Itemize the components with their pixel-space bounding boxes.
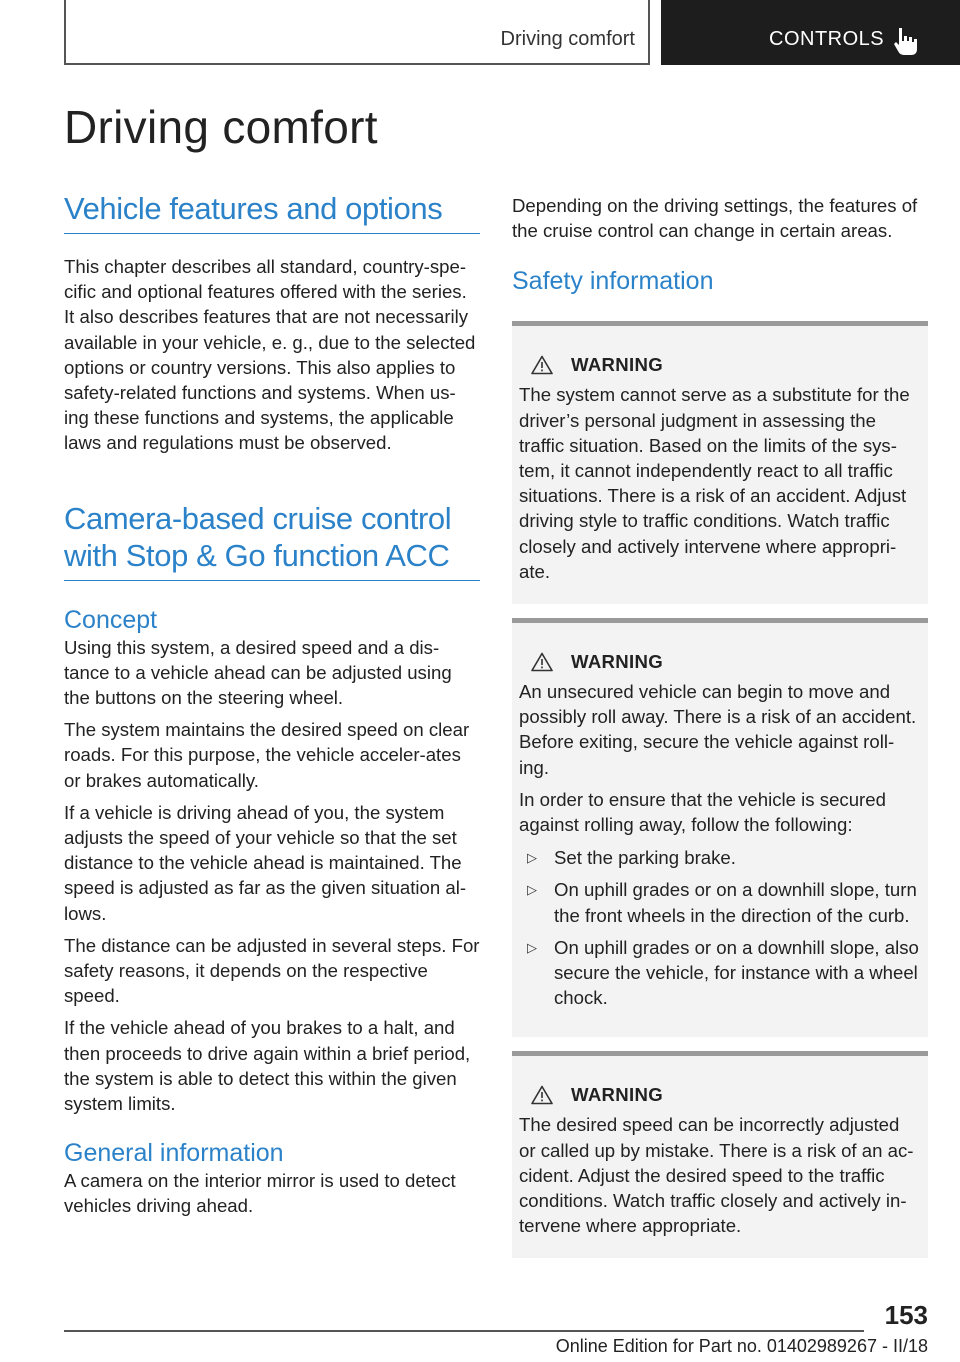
list-item-text: On uphill grades or on a downhill slope, turn the front wheels in the direction of the curb. bbox=[554, 879, 917, 926]
warning-box bbox=[512, 1051, 928, 1258]
header-frame-divider bbox=[648, 0, 650, 65]
list-item-text: Set the parking brake. bbox=[554, 847, 736, 869]
page-title: Driving comfort bbox=[64, 101, 378, 153]
page-number: 153 bbox=[884, 1300, 928, 1330]
footer-edition: Online Edition for Part no. 01402989267 - II/18 bbox=[555, 1336, 928, 1356]
list-item bbox=[519, 935, 920, 1011]
triangle-bullet-icon: ▷ bbox=[527, 882, 537, 898]
header-section-title: Driving comfort bbox=[500, 28, 635, 50]
warning-box bbox=[512, 321, 928, 604]
warning-text: The system cannot serve as a substitute for the driver’s personal judgment in assessing the traffic situation. Based on the limits of the sys-tem, it cannot independently react to all traffic situations. There is a risk of an accident. Adjust driving style to traffic conditions. Watch traffic closely and actively intervene where appropri-ate. bbox=[519, 384, 910, 582]
paragraph-intro: Depending on the driving settings, the features of the cruise control can change in certain areas. bbox=[512, 195, 918, 242]
paragraph-vehicle-features: This chapter describes all standard, country-spe-cific and optional features offered with the series. It also describes features that are not necessarily available in your vehicle, e. g., due to the selected options or country versions. This also applies to safety-related functions and systems. When us-ing these functions and systems, the applicable laws and regulations must be observed. bbox=[64, 256, 476, 454]
warning-triangle-icon bbox=[531, 652, 553, 672]
list-item bbox=[519, 877, 920, 927]
right-column bbox=[512, 193, 928, 1258]
paragraph-general-information: A camera on the interior mirror is used to detect vehicles driving ahead. bbox=[64, 1170, 456, 1217]
warning-text: In order to ensure that the vehicle is secured against rolling away, follow the following: bbox=[519, 788, 886, 836]
warning-triangle-icon bbox=[531, 1085, 553, 1105]
triangle-bullet-icon: ▷ bbox=[527, 850, 537, 866]
heading-concept: Concept bbox=[64, 605, 158, 634]
triangle-bullet-icon: ▷ bbox=[527, 939, 537, 955]
warning-title: WARNING bbox=[571, 354, 663, 376]
paragraph-concept-3: If a vehicle is driving ahead of you, the system adjusts the speed of your vehicle so that the set distance to the vehicle ahead is maintained. The speed is adjusted as far as the given situation al-lows. bbox=[64, 801, 467, 924]
list-item-text: On uphill grades or on a downhill slope, also secure the vehicle, for instance with a wheel chock. bbox=[554, 936, 919, 1009]
paragraph-concept-4: The distance can be adjusted in several steps. For safety reasons, it depends on the respective speed. bbox=[64, 934, 480, 1007]
heading-rule bbox=[64, 233, 480, 234]
header-frame-bottom bbox=[64, 63, 650, 65]
paragraph-concept-1: Using this system, a desired speed and a dis-tance to a vehicle ahead can be adjusted using the buttons on the steering wheel. bbox=[64, 636, 452, 709]
heading-acc: Camera-based cruise control with Stop & Go function ACC bbox=[64, 500, 452, 573]
paragraph-concept-5: If the vehicle ahead of you brakes to a halt, and then proceeds to drive again within a brief period, the system is able to detect this within the given system limits. bbox=[64, 1017, 471, 1115]
heading-rule bbox=[64, 580, 480, 581]
warning-title: WARNING bbox=[571, 651, 663, 673]
paragraph-concept-2: The system maintains the desired speed on clear roads. For this purpose, the vehicle acceler-ates or brakes automatically. bbox=[64, 719, 470, 791]
warning-triangle-icon bbox=[531, 355, 553, 375]
left-column bbox=[64, 190, 480, 1219]
warning-text: The desired speed can be incorrectly adjusted or called up by mistake. There is a risk of an ac-cident. Adjust the desired speed to the traffic conditions. Watch traffic closely and actively in-tervene where appropriate. bbox=[519, 1114, 914, 1237]
header-chapter-label: CONTROLS bbox=[769, 28, 885, 50]
heading-safety-information: Safety information bbox=[512, 267, 714, 296]
header-frame-left bbox=[64, 0, 66, 65]
warning-title: WARNING bbox=[571, 1084, 663, 1106]
warning-list bbox=[519, 845, 920, 1010]
warning-box bbox=[512, 618, 928, 1037]
warning-text: An unsecured vehicle can begin to move and possibly roll away. There is a risk of an accident. Before exiting, secure the vehicle against roll-ing. bbox=[519, 681, 917, 778]
heading-general-information: General information bbox=[64, 1139, 284, 1168]
footer-rule bbox=[64, 1330, 864, 1332]
heading-vehicle-features: Vehicle features and options bbox=[64, 191, 443, 226]
list-item bbox=[519, 845, 920, 870]
pointing-hand-icon bbox=[893, 26, 921, 56]
